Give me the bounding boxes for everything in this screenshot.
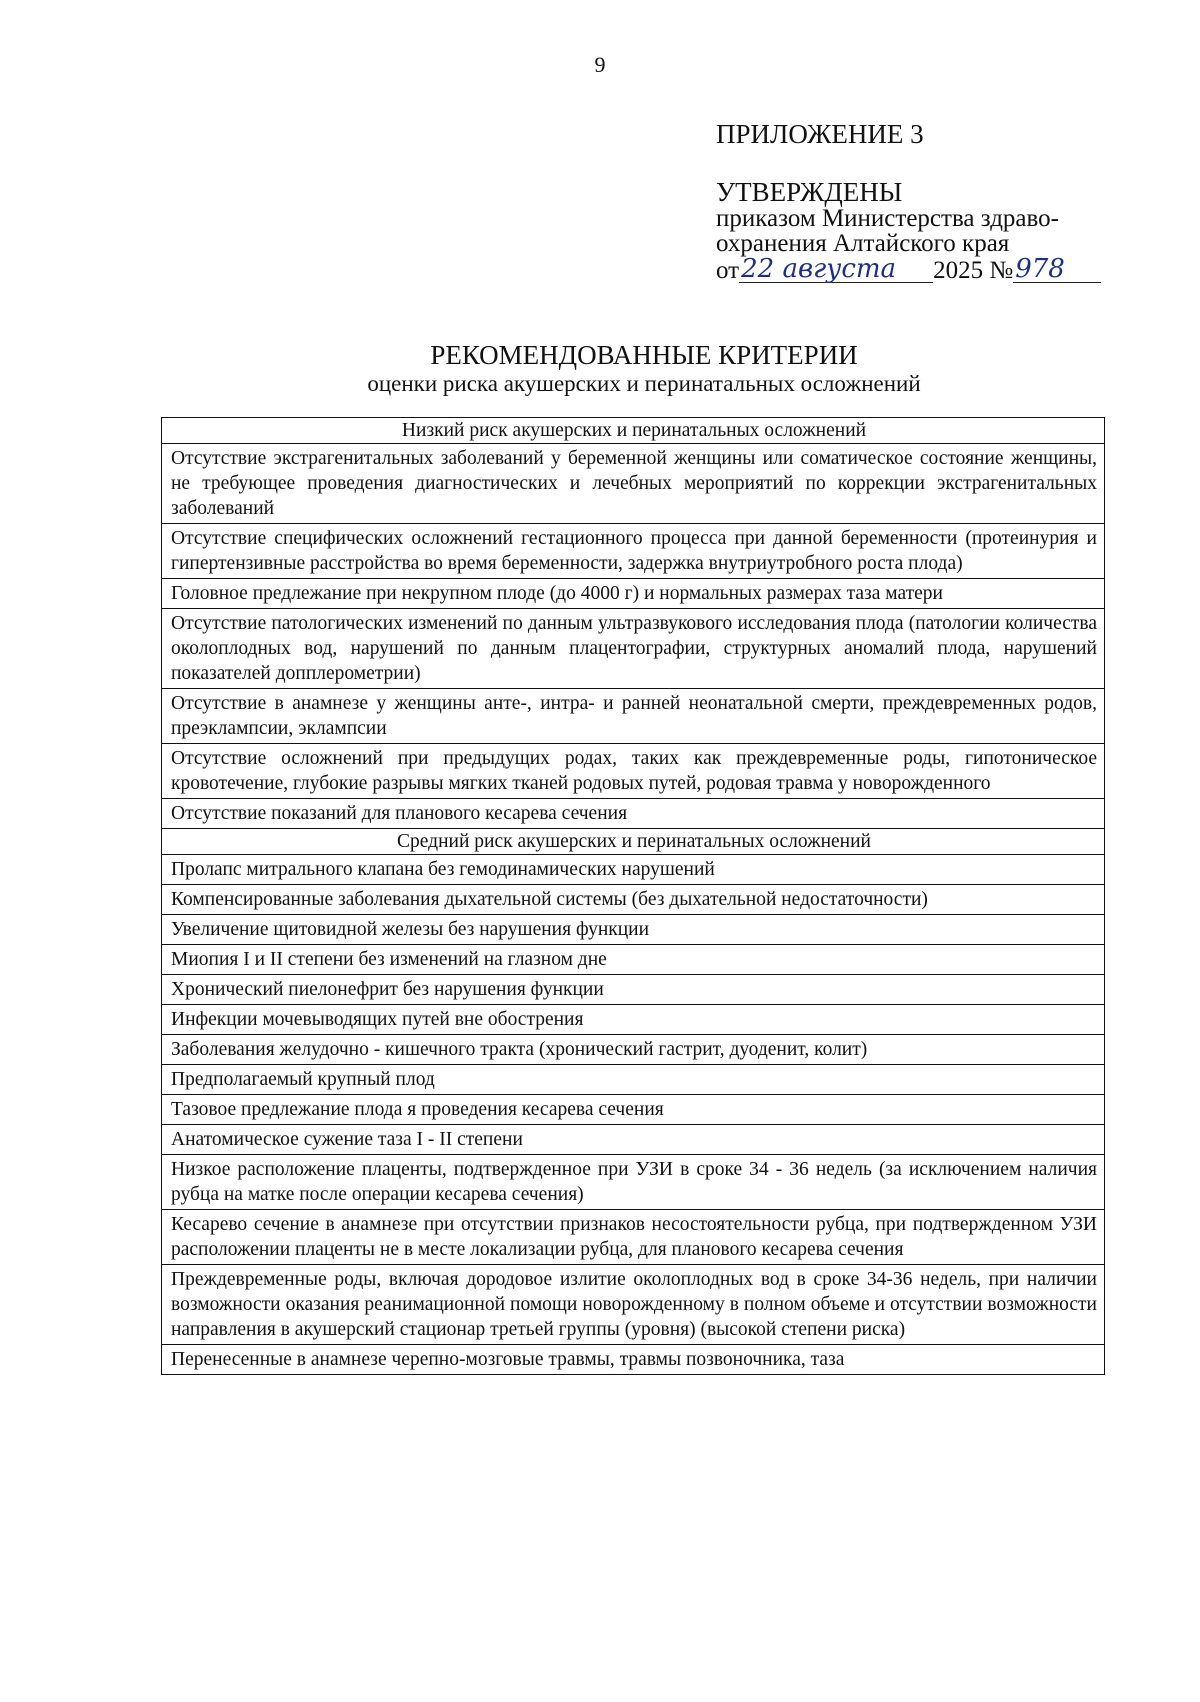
table-row [162, 1005, 1105, 1035]
section-header-medium-risk: Средний риск акушерских и перинатальных осложнений [162, 829, 1105, 855]
criterion-cell: Анатомическое сужение таза I - II степени [162, 1125, 1105, 1155]
criterion-cell: Хронический пиелонефрит без нарушения функции [162, 975, 1105, 1005]
table-row [162, 975, 1105, 1005]
document-subtitle: оценки риска акушерских и перинатальных осложнений [367, 371, 921, 396]
risk-criteria-table [161, 417, 1105, 1375]
document-title: РЕКОМЕНДОВАННЫЕ КРИТЕРИИ [430, 340, 858, 370]
criterion-cell: Отсутствие в анамнезе у женщины анте-, интра- и ранней неонатальной смерти, преждевременных родов, преэклампсии, эклампсии [162, 689, 1105, 744]
order-line-1: приказом Министерства здраво- [716, 205, 1059, 232]
table-row [162, 915, 1105, 945]
table-row [162, 855, 1105, 885]
criterion-cell: Отсутствие осложнений при предыдущих родах, таких как преждевременные роды, гипотоническое кровотечение, глубокие разрывы мягких тканей родовых путей, родовая травма у новорожденного [162, 744, 1105, 799]
table-row [162, 1155, 1105, 1210]
criterion-cell: Пролапс митрального клапана без гемодинамических нарушений [162, 855, 1105, 885]
table-row [162, 444, 1105, 524]
table-row [162, 1125, 1105, 1155]
table-row [162, 945, 1105, 975]
table-row [162, 1065, 1105, 1095]
criterion-cell: Низкое расположение плаценты, подтвержденное при УЗИ в сроке 34 - 36 недель (за исключением наличия рубца на матке после операции кесарева сечения) [162, 1155, 1105, 1210]
criterion-cell: Головное предлежание при некрупном плоде (до 4000 г) и нормальных размерах таза матери [162, 579, 1105, 609]
section-header-row [162, 829, 1105, 855]
order-date-line [716, 256, 1136, 283]
table-row [162, 1210, 1105, 1265]
table-row [162, 524, 1105, 579]
appendix-title: ПРИЛОЖЕНИЕ 3 [716, 119, 924, 149]
table-row [162, 885, 1105, 915]
table-row [162, 609, 1105, 689]
criterion-cell: Отсутствие специфических осложнений гестационного процесса при данной беременности (протеинурия и гипертензивные расстройства во время беременности, задержка внутриутробного роста плода) [162, 524, 1105, 579]
criterion-cell: Компенсированные заболевания дыхательной системы (без дыхательной недостаточности) [162, 885, 1105, 915]
table-row [162, 744, 1105, 799]
handwritten-date: 22 августа [739, 256, 933, 283]
date-prefix: от [716, 257, 740, 284]
criterion-cell: Тазовое предлежание плода я проведения кесарева сечения [162, 1095, 1105, 1125]
handwritten-order-number: 978 [1013, 256, 1101, 283]
criterion-cell: Отсутствие патологических изменений по данным ультразвукового исследования плода (патологии количества околоплодных вод, нарушений по данным плацентографии, структурных аномалий плода, нарушений показателей допплерометрии) [162, 609, 1105, 689]
criterion-cell: Миопия I и II степени без изменений на глазном дне [162, 945, 1105, 975]
criterion-cell: Инфекции мочевыводящих путей вне обострения [162, 1005, 1105, 1035]
table-row [162, 1095, 1105, 1125]
table-row [162, 689, 1105, 744]
section-header-low-risk: Низкий риск акушерских и перинатальных осложнений [162, 418, 1105, 444]
approval-block [716, 119, 1136, 284]
table-row [162, 579, 1105, 609]
criterion-cell: Заболевания желудочно - кишечного тракта (хронический гастрит, дуоденит, колит) [162, 1035, 1105, 1065]
year-number-label: 2025 № [933, 257, 1014, 284]
approved-title: УТВЕРЖДЕНЫ [716, 177, 903, 207]
table-row [162, 1035, 1105, 1065]
document-heading [0, 340, 1200, 396]
table-row [162, 799, 1105, 829]
criterion-cell: Отсутствие экстрагенитальных заболеваний у беременной женщины или соматическое состояние женщины, не требующее проведения диагностических и лечебных мероприятий по коррекции экстрагенитальных заболеваний [162, 444, 1105, 524]
criterion-cell: Преждевременные роды, включая дородовое излитие околоплодных вод в сроке 34-36 недель, при наличии возможности оказания реанимационной помощи новорожденному в полном объеме и отсутствии возможности направления в акушерский стационар третьей группы (уровня) (высокой степени риска) [162, 1265, 1105, 1345]
criterion-cell: Перенесенные в анамнезе черепно-мозговые травмы, травмы позвоночника, таза [162, 1345, 1105, 1375]
page-number: 9 [594, 52, 606, 77]
table-row [162, 1345, 1105, 1375]
criterion-cell: Увеличение щитовидной железы без нарушения функции [162, 915, 1105, 945]
criterion-cell: Предполагаемый крупный плод [162, 1065, 1105, 1095]
criterion-cell: Кесарево сечение в анамнезе при отсутствии признаков несостоятельности рубца, при подтвержденном УЗИ расположении плаценты не в месте локализации рубца, для планового кесарева сечения [162, 1210, 1105, 1265]
order-line-2: охранения Алтайского края [716, 230, 1010, 257]
section-header-row [162, 418, 1105, 444]
criterion-cell: Отсутствие показаний для планового кесарева сечения [162, 799, 1105, 829]
table-row [162, 1265, 1105, 1345]
